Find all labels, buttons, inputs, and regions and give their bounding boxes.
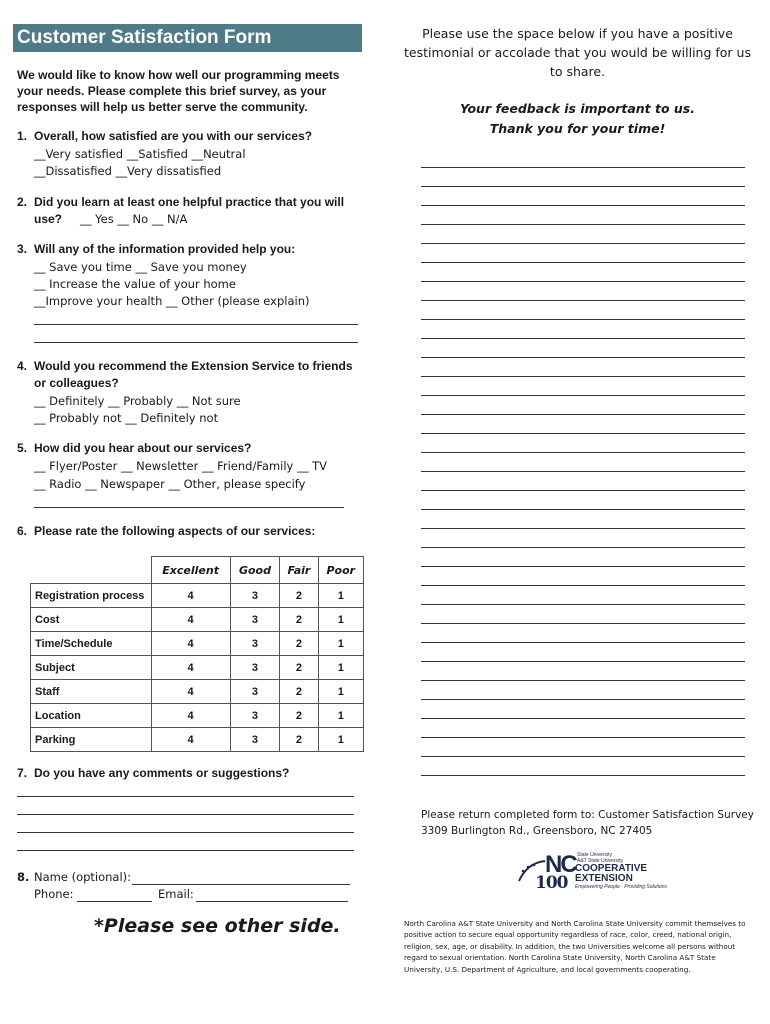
name-field[interactable] [132, 884, 350, 885]
rating-cell[interactable]: 2 [280, 680, 318, 704]
testimonial-line[interactable] [421, 547, 745, 548]
rating-cell[interactable]: 1 [318, 680, 363, 704]
form-title: Customer Satisfaction Form [13, 24, 362, 52]
question-4-cont [34, 375, 119, 392]
question-text: Please rate the following aspects of our services: [34, 524, 316, 538]
question-number: 4. [17, 359, 28, 373]
q5-options-row1[interactable]: __ Flyer/Poster __ Newsletter __ Friend/Family __ TV [34, 459, 328, 473]
row-label: Time/Schedule [31, 632, 152, 656]
testimonial-line[interactable] [421, 756, 745, 757]
testimonial-line[interactable] [421, 699, 745, 700]
feedback-thanks [400, 99, 755, 139]
blank-header-cell [31, 557, 152, 584]
equal-opportunity-disclaimer: North Carolina A&T State University and North Carolina State University commit themselves to positive action to secure equal opportunity regardless of race, color, creed, national origin, religion, sex, age, or disability. In addition, the two Universities welcome all persons without regard to sexual orientation. North Carolina State University, North Carolina A&T State University, U.S. Department of Agriculture, and local governments cooperating. [404, 919, 746, 974]
comment-line-3[interactable] [17, 832, 354, 833]
header-poor: Poor [318, 557, 363, 584]
q2-options[interactable]: __ Yes __ No __ N/A [80, 212, 188, 226]
testimonial-line[interactable] [421, 224, 745, 225]
logo-coop-2: EXTENSION [575, 873, 633, 884]
row-label: Cost [31, 608, 152, 632]
comment-line-4[interactable] [17, 850, 354, 851]
rating-cell[interactable]: 4 [151, 704, 230, 728]
question-number: 8. [17, 870, 30, 884]
table-row [31, 584, 364, 608]
rating-cell[interactable]: 4 [151, 632, 230, 656]
testimonial-line[interactable] [421, 186, 745, 187]
logo-100: 100 [535, 873, 568, 893]
row-label: Subject [31, 656, 152, 680]
testimonial-line[interactable] [421, 338, 745, 339]
testimonial-line[interactable] [421, 376, 745, 377]
return-address [421, 807, 761, 839]
row-label: Parking [31, 728, 152, 752]
question-text: use? [34, 212, 63, 226]
testimonial-line[interactable] [421, 528, 745, 529]
question-8 [17, 869, 131, 886]
question-4 [17, 358, 353, 375]
question-5 [17, 440, 251, 457]
logo-coop-1: COOPERATIVE [575, 863, 648, 874]
email-label: Email: [158, 887, 194, 901]
rating-cell[interactable]: 4 [151, 680, 230, 704]
q5-specify-line[interactable] [34, 507, 344, 508]
table-row [31, 608, 364, 632]
testimonial-line[interactable] [421, 509, 745, 510]
rating-cell[interactable]: 3 [230, 728, 279, 752]
phone-label: Phone: [34, 887, 74, 901]
question-text: How did you hear about our services? [34, 441, 252, 455]
rating-cell[interactable]: 1 [318, 584, 363, 608]
feedback-line-1: Your feedback is important to us. [460, 101, 695, 116]
testimonial-line[interactable] [421, 718, 745, 719]
row-label: Registration process [31, 584, 152, 608]
rating-table [30, 556, 364, 752]
rating-cell[interactable]: 3 [230, 680, 279, 704]
logo-cooperative-extension [575, 864, 647, 884]
rating-cell[interactable]: 1 [318, 608, 363, 632]
testimonial-line[interactable] [421, 775, 745, 776]
q1-options-row1[interactable]: __Very satisfied __Satisfied __Neutral [34, 147, 246, 161]
comment-line-1[interactable] [17, 796, 354, 797]
logo-univ-2: A&T State University [577, 857, 624, 864]
testimonial-line[interactable] [421, 471, 745, 472]
email-field[interactable] [196, 901, 348, 902]
rating-cell[interactable]: 3 [230, 584, 279, 608]
rating-cell[interactable]: 1 [318, 632, 363, 656]
table-row [31, 656, 364, 680]
question-text: Did you learn at least one helpful practice that you will [34, 195, 345, 209]
rating-cell[interactable]: 4 [151, 656, 230, 680]
comment-line-2[interactable] [17, 814, 354, 815]
question-3 [17, 241, 295, 258]
question-6 [17, 523, 315, 540]
rating-cell[interactable]: 2 [280, 584, 318, 608]
rating-cell[interactable]: 2 [280, 656, 318, 680]
q4-options-row2[interactable]: __ Probably not __ Definitely not [34, 411, 219, 425]
intro-text: We would like to know how well our programming meets your needs. Please complete this brief survey, as your responses will help us better serve the community. [17, 68, 340, 114]
header-excellent: Excellent [151, 557, 230, 584]
testimonial-line[interactable] [421, 281, 745, 282]
rating-cell[interactable]: 1 [318, 728, 363, 752]
testimonial-line[interactable] [421, 414, 745, 415]
testimonial-line[interactable] [421, 642, 745, 643]
testimonial-line[interactable] [421, 319, 745, 320]
testimonial-line[interactable] [421, 433, 745, 434]
feedback-line-2: Thank you for your time! [489, 121, 666, 136]
testimonial-line[interactable] [421, 357, 745, 358]
rating-cell[interactable]: 1 [318, 656, 363, 680]
table-row [31, 680, 364, 704]
return-line-2: 3309 Burlington Rd., Greensboro, NC 27405 [421, 825, 653, 837]
testimonial-line[interactable] [421, 243, 745, 244]
q3-explain-line-1[interactable] [34, 324, 358, 325]
rating-cell[interactable]: 4 [151, 584, 230, 608]
question-2 [17, 194, 344, 211]
testimonial-line[interactable] [421, 737, 745, 738]
logo-univ-1: State University [577, 852, 613, 858]
testimonial-line[interactable] [421, 623, 745, 624]
rating-cell[interactable]: 2 [280, 632, 318, 656]
q3-explain-line-2[interactable] [34, 342, 358, 343]
question-text: Overall, how satisfied are you with our services? [34, 129, 313, 143]
see-other-side-note: *Please see other side. [94, 915, 341, 937]
rating-cell[interactable]: 2 [280, 728, 318, 752]
q1-options-row2[interactable]: __Dissatisfied __Very dissatisfied [34, 164, 222, 178]
testimonial-line[interactable] [421, 167, 745, 168]
testimonial-instructions: Please use the space below if you have a positive testimonial or accolade that you would be willing for us to share. [404, 26, 751, 79]
name-label: Name (optional): [34, 870, 132, 884]
question-2-cont [34, 211, 62, 228]
table-row [31, 632, 364, 656]
rating-cell[interactable]: 3 [230, 704, 279, 728]
rating-cell[interactable]: 4 [151, 728, 230, 752]
question-number: 3. [17, 242, 28, 256]
question-text: Would you recommend the Extension Service to friends [34, 359, 353, 373]
table-row [31, 704, 364, 728]
question-number: 7. [17, 766, 28, 780]
q5-options-row2[interactable]: __ Radio __ Newspaper __ Other, please specify [34, 477, 306, 491]
testimonial-line[interactable] [421, 490, 745, 491]
q4-options-row1[interactable]: __ Definitely __ Probably __ Not sure [34, 394, 241, 408]
testimonial-line[interactable] [421, 262, 745, 263]
question-number: 5. [17, 441, 28, 455]
testimonial-line[interactable] [421, 205, 745, 206]
testimonial-line[interactable] [421, 661, 745, 662]
rating-header-row [31, 557, 364, 584]
testimonial-line[interactable] [421, 680, 745, 681]
question-text: Will any of the information provided help you: [34, 242, 296, 256]
rating-cell[interactable]: 2 [280, 608, 318, 632]
logo-tagline: Empowering People · Providing Solutions [575, 884, 667, 890]
row-label: Location [31, 704, 152, 728]
rating-cell[interactable]: 3 [230, 608, 279, 632]
rating-cell[interactable]: 4 [151, 608, 230, 632]
q3-options-row1[interactable]: __ Save you time __ Save you money [34, 260, 247, 274]
row-label: Staff [31, 680, 152, 704]
testimonial-line[interactable] [421, 395, 745, 396]
rating-cell[interactable]: 3 [230, 632, 279, 656]
question-number: 2. [17, 195, 28, 209]
question-text: or colleagues? [34, 376, 119, 390]
rating-cell[interactable]: 2 [280, 704, 318, 728]
question-number: 6. [17, 524, 28, 538]
header-fair: Fair [280, 557, 318, 584]
question-text: Do you have any comments or suggestions? [34, 766, 290, 780]
testimonial-line[interactable] [421, 566, 745, 567]
question-1 [17, 128, 312, 145]
rating-cell[interactable]: 3 [230, 656, 279, 680]
return-line-1: Please return completed form to: Customer Satisfaction Survey [421, 809, 754, 821]
rating-cell[interactable]: 1 [318, 704, 363, 728]
table-row [31, 728, 364, 752]
testimonial-line[interactable] [421, 452, 745, 453]
header-good: Good [230, 557, 279, 584]
phone-field[interactable] [77, 901, 152, 902]
testimonial-line[interactable] [421, 604, 745, 605]
cooperative-extension-logo [517, 851, 667, 897]
q3-options-row3[interactable]: __Improve your health __ Other (please explain) [34, 294, 310, 308]
testimonial-line[interactable] [421, 585, 745, 586]
question-7 [17, 765, 289, 782]
testimonial-line[interactable] [421, 300, 745, 301]
question-number: 1. [17, 129, 28, 143]
q3-options-row2[interactable]: __ Increase the value of your home [34, 277, 236, 291]
logo-nc: NC [545, 851, 576, 878]
